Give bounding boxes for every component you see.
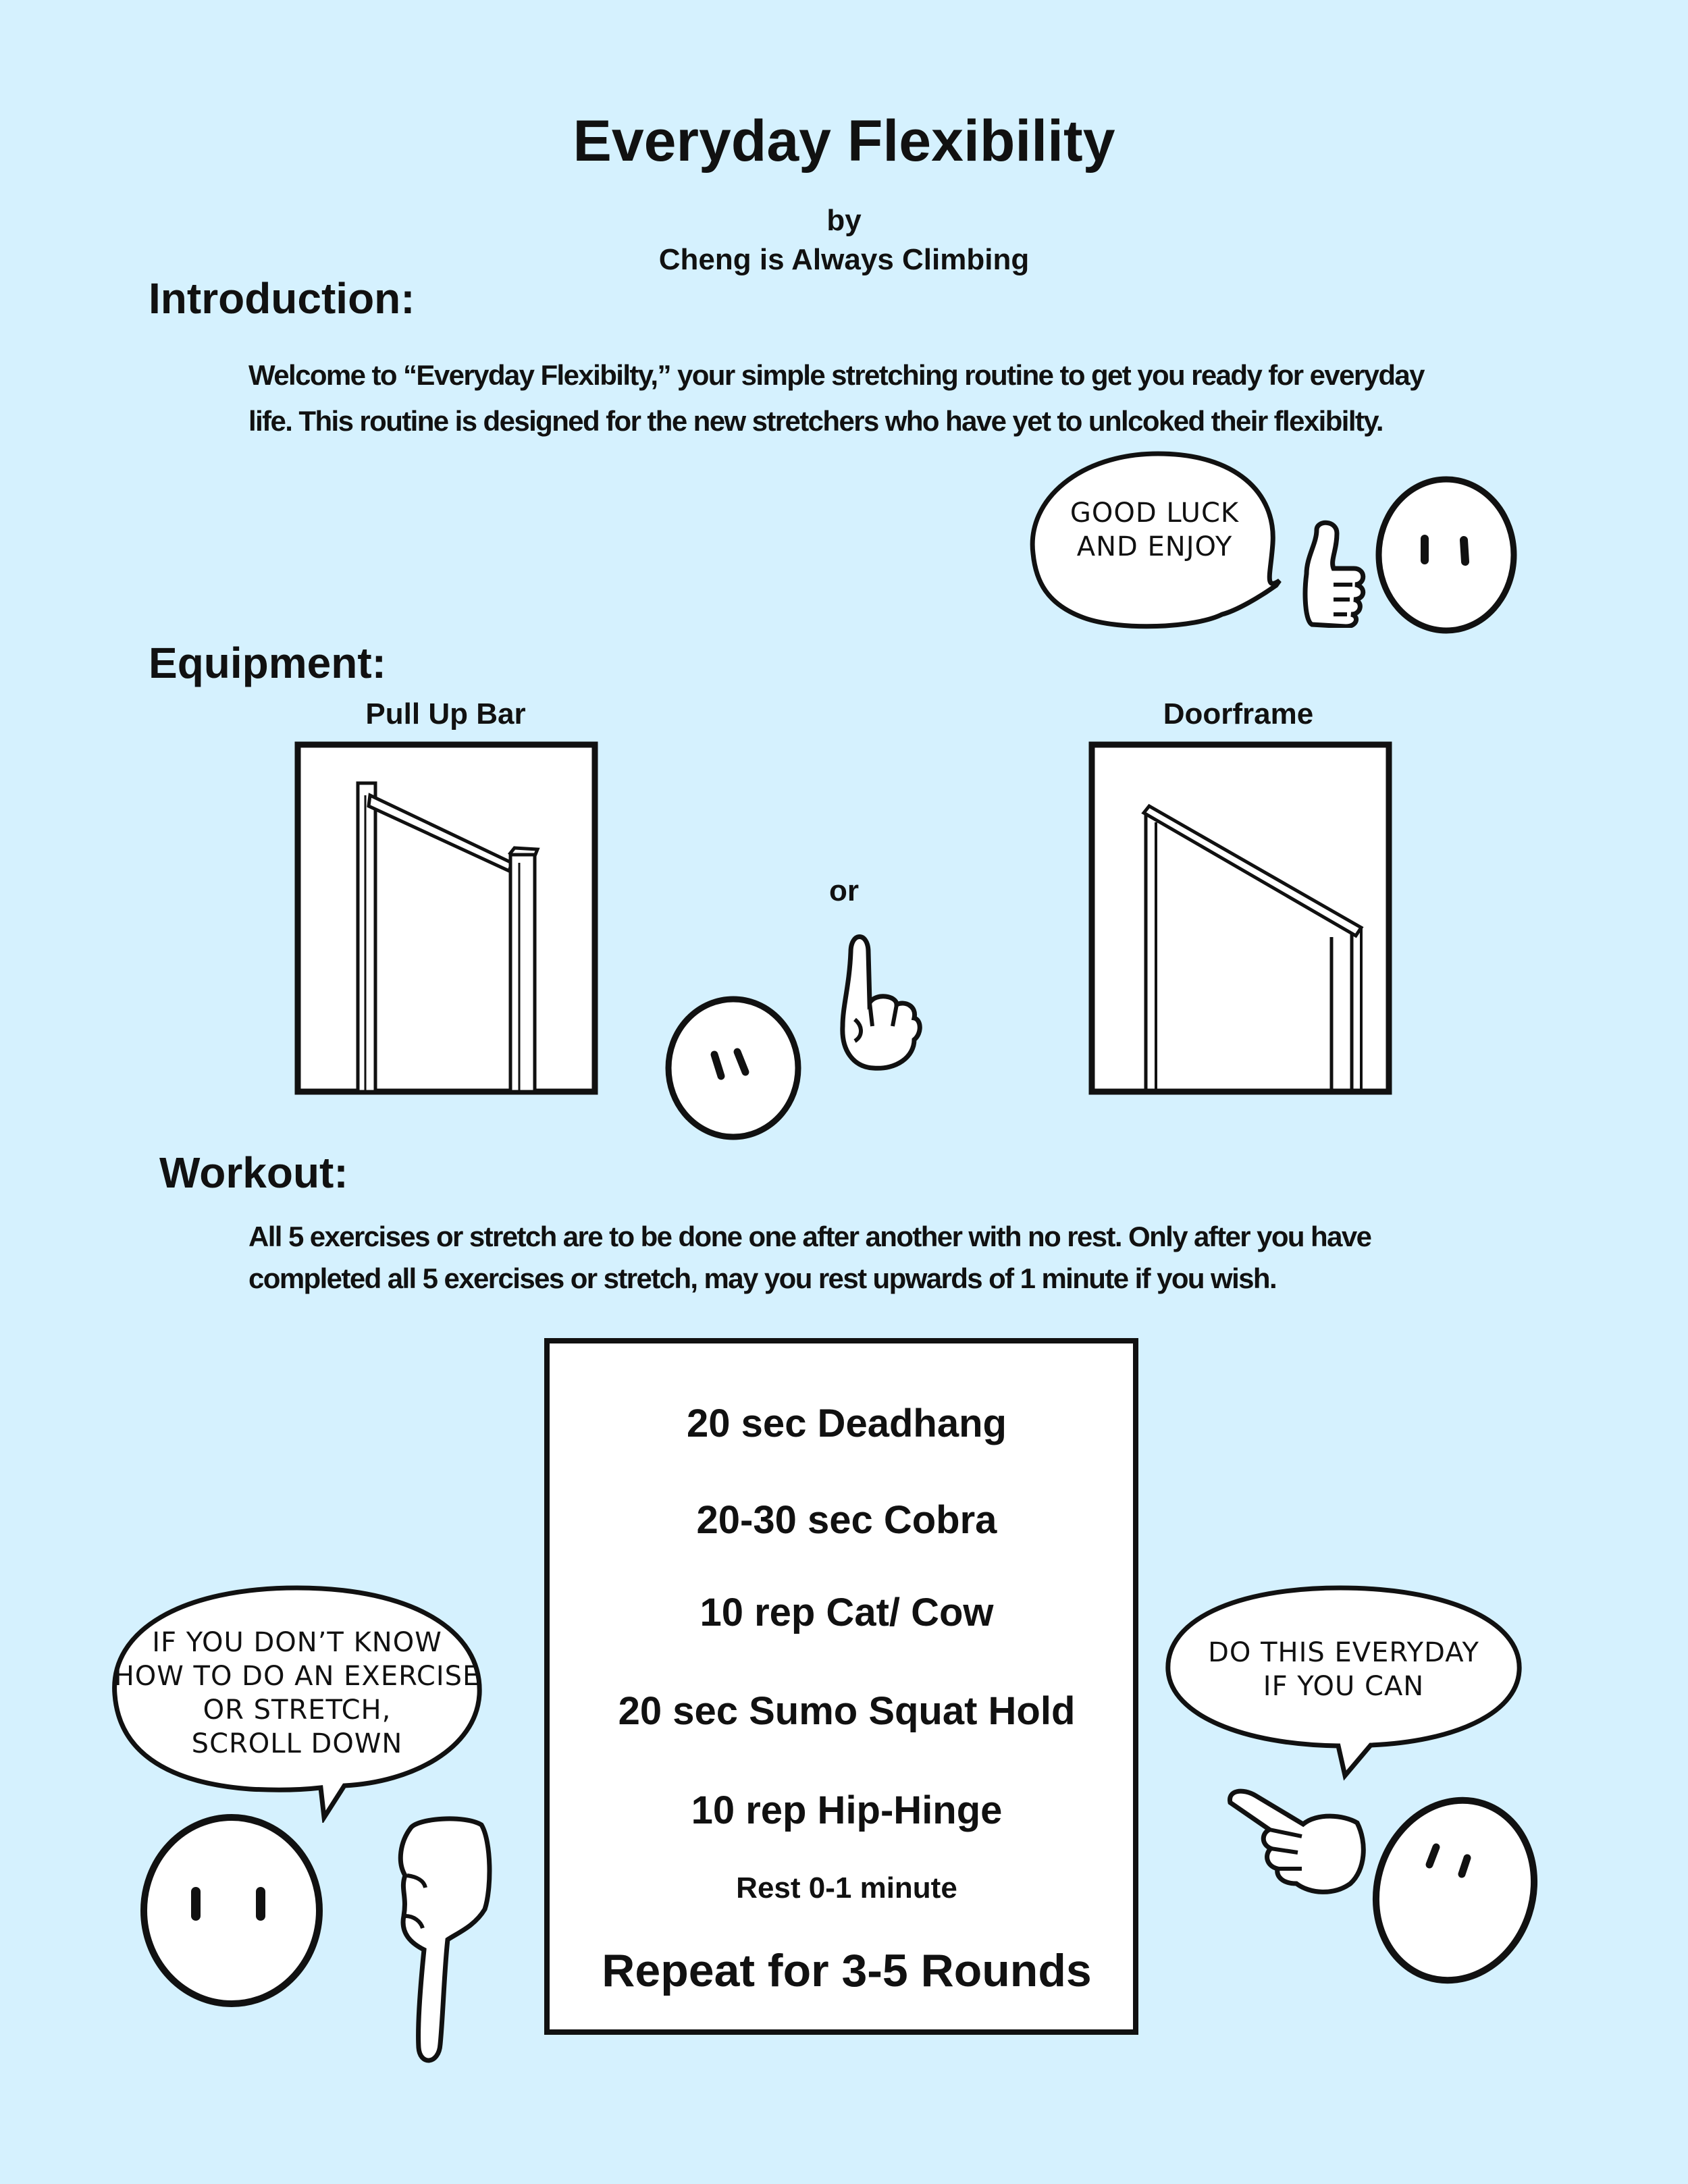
workout-text-line-1: All 5 exercises or stretch are to be done one after another with no rest. Only after you have: [248, 1221, 1371, 1252]
workout-routine-box: [544, 1338, 1138, 2035]
exercise-cat-cow: 10 rep Cat/ Cow: [700, 1591, 994, 1634]
pull-up-bar-illustration: [294, 741, 598, 1095]
exercise-hip-hinge: 10 rep Hip-Hinge: [691, 1788, 1003, 1832]
exercise-cobra: 20-30 sec Cobra: [696, 1498, 997, 1542]
or-label: or: [829, 874, 859, 907]
page-title: Everyday Flexibility: [573, 109, 1115, 174]
doorframe-label: Doorframe: [1163, 697, 1314, 730]
thumbs-down-icon: [390, 1815, 498, 2071]
byline-by: by: [826, 204, 862, 237]
do-this-everyday-bubble-text: DO THIS EVERYDAY IF YOU CAN: [1208, 1637, 1479, 1702]
introduction-text-line-1: Welcome to “Everyday Flexibilty,” your simple stretching routine to get you ready for everyday: [248, 359, 1424, 391]
doorframe-illustration: [1088, 741, 1392, 1095]
scroll-down-bubble-text: IF YOU DON’T KNOW HOW TO DO AN EXERCISE OR STRETCH, SCROLL DOWN: [113, 1627, 481, 1759]
neutral-character-icon: [134, 1809, 329, 2012]
smiling-character-icon: [1371, 473, 1523, 638]
introduction-text-line-2: life. This routine is designed for the new stretchers who have yet to unlcoked their flexibilty.: [248, 405, 1383, 437]
pull-up-bar-label: Pull Up Bar: [365, 697, 526, 730]
thinking-character-icon: [662, 992, 807, 1144]
pointing-hand-icon: [1222, 1782, 1371, 1897]
side-looking-character-icon: [1361, 1789, 1543, 1992]
byline-author: Cheng is Always Climbing: [658, 243, 1030, 276]
introduction-heading: Introduction:: [149, 274, 415, 323]
rest-instruction: Rest 0-1 minute: [736, 1871, 957, 1905]
workout-text-line-2: completed all 5 exercises or stretch, may you rest upwards of 1 minute if you wish.: [248, 1262, 1277, 1294]
workout-heading: Workout:: [159, 1148, 348, 1197]
exercise-deadhang: 20 sec Deadhang: [687, 1402, 1007, 1445]
thumbs-up-icon: [1280, 520, 1374, 628]
repeat-instruction: Repeat for 3-5 Rounds: [602, 1945, 1092, 1996]
equipment-heading: Equipment:: [149, 639, 386, 687]
good-luck-bubble-text: GOOD LUCK AND ENJOY: [1070, 498, 1240, 562]
pointing-up-hand-icon: [822, 925, 924, 1077]
exercise-sumo-squat-hold: 20 sec Sumo Squat Hold: [618, 1689, 1076, 1733]
